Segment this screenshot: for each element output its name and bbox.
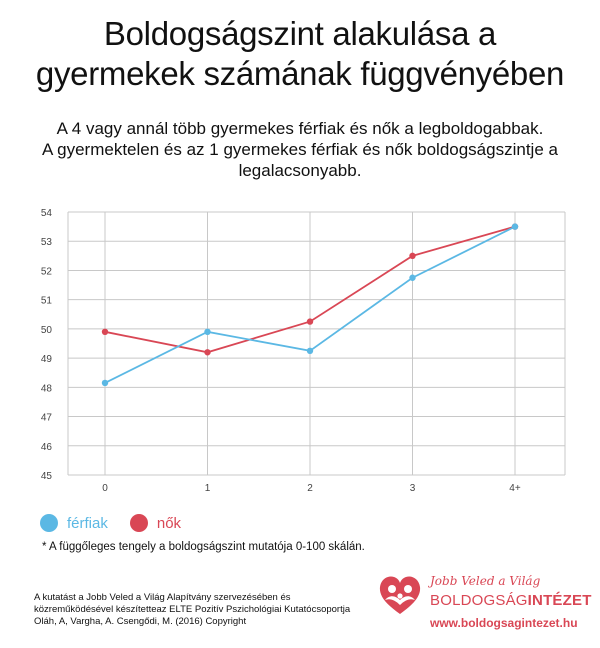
y-tick-label-49: 49 — [40, 354, 52, 366]
series-0-point-0 — [102, 380, 108, 386]
credits-line-1: A kutatást a Jobb Veled a Világ Alapítvány szervezésében és — [34, 592, 291, 603]
line-chart — [0, 200, 600, 500]
footnote: * A függőleges tengely a boldogságszint mutatója 0-100 skálán. — [42, 541, 365, 553]
legend-marker-nok — [130, 514, 148, 532]
title-line-1: Boldogságszint alakulása a — [103, 15, 497, 52]
legend-item-ferfiak — [40, 514, 108, 532]
y-tick-label-54: 54 — [40, 208, 52, 219]
x-tick-label-4: 4+ — [509, 483, 521, 494]
credits-line-3: Oláh, A, Vargha, A. Csengődi, M. (2016) Copyright — [34, 616, 247, 627]
legend-label-nok: nők — [156, 514, 182, 532]
y-tick-label-50: 50 — [40, 324, 52, 336]
series-0-point-2 — [307, 348, 313, 354]
series-1-point-0 — [102, 329, 108, 335]
series-1-point-2 — [307, 318, 313, 324]
institute-logo — [372, 570, 592, 640]
chart-title — [0, 14, 600, 94]
logo-name — [430, 592, 592, 609]
series-1-point-3 — [409, 253, 415, 259]
legend-marker-ferfiak — [40, 514, 58, 532]
x-tick-label-1: 1 — [204, 483, 211, 494]
legend-label-ferfiak: férfiak — [67, 514, 108, 532]
y-tick-label-46: 46 — [40, 441, 52, 453]
y-tick-label-47: 47 — [40, 412, 52, 424]
y-tick-label-52: 52 — [40, 266, 52, 278]
logo-slogan: Jobb Veled a Világ — [430, 574, 541, 588]
series-0-point-4 — [512, 223, 518, 229]
subtitle-line-2: A gyermektelen és az 1 gyermekes férfiak és nők boldogságszintje a — [42, 140, 558, 159]
logo-name-bold: INTÉZET — [527, 592, 592, 609]
heart-family-icon — [378, 574, 422, 616]
x-tick-label-0: 0 — [102, 483, 108, 494]
y-tick-label-53: 53 — [40, 237, 52, 249]
logo-url: www.boldogsagintezet.hu — [430, 616, 578, 630]
series-1-point-1 — [204, 349, 210, 355]
legend-item-nok — [130, 514, 181, 532]
title-line-2: gyermekek számának függvényében — [35, 55, 565, 92]
y-tick-label-45: 45 — [40, 471, 52, 482]
chart-subtitle — [20, 118, 580, 181]
subtitle-line-3: legalacsonyabb. — [238, 161, 362, 180]
y-tick-label-51: 51 — [40, 295, 52, 307]
credits-line-2: közreműködésével készítetteaz ELTE Pozitív Pszichológiai Kutatócsoportja — [34, 604, 351, 615]
credits — [34, 592, 354, 628]
y-tick-label-48: 48 — [40, 383, 52, 395]
x-tick-label-3: 3 — [409, 483, 416, 494]
logo-name-regular: BOLDOGSÁG — [430, 592, 528, 609]
series-0-point-3 — [409, 275, 415, 281]
x-tick-label-2: 2 — [307, 483, 313, 494]
legend — [40, 512, 203, 534]
subtitle-line-1: A 4 vagy annál több gyermekes férfiak és nők a legboldogabbak. — [56, 119, 544, 138]
series-0-point-1 — [204, 329, 210, 335]
